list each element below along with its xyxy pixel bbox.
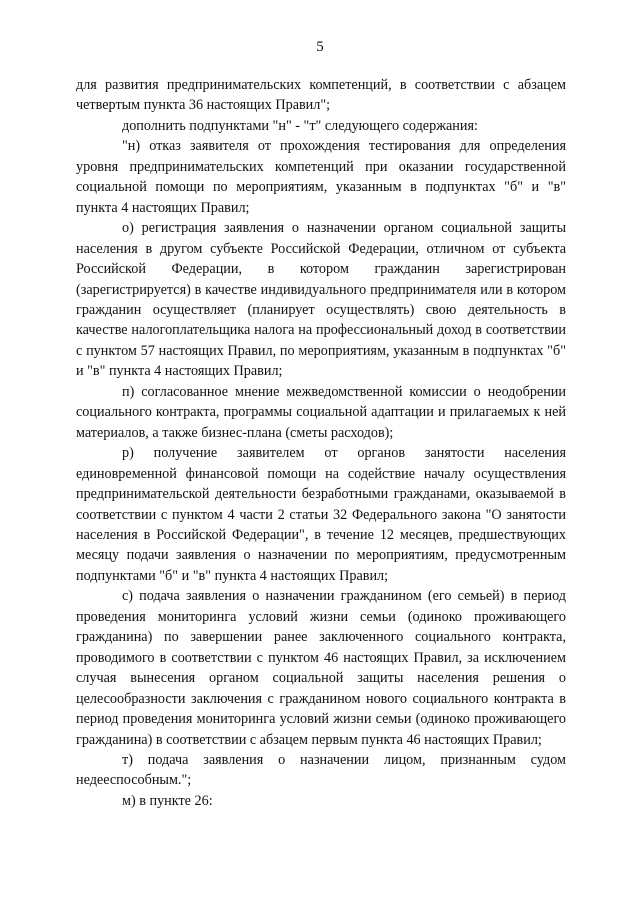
paragraph-subitem-r: р) получение заявителем от органов занятости населения единовременной финансовой помощи на содействие началу осуществления предпринимательской деятельности безработными гражданами, оказываемой в соответствии с пунктом 4 части 2 статьи 32 Федерального закона "О занятости населения в Российской Федерации", в течение 12 месяцев, предшествующих месяцу подачи заявления о назначении по мероприятиям, предусмотренным подпунктами "б" и "в" пункта 4 настоящих Правил; [76, 445, 566, 584]
paragraph-item-m: м) в пункте 26: [122, 792, 213, 809]
paragraph-subitem-o: о) регистрация заявления о назначении органом социальной защиты населения в другом субъекте Российской Федерации, отличном от субъекта Российской Федерации, в котором гражданин зарегистрирован (зарегистрируется) в качестве индивидуального предпринимателя или в котором гражданин осуществляет (планирует осуществлять) свою деятельность в качестве налогоплательщика налога на профессиональный доход в соответствии с пунктом 57 настоящих Правил, по мероприятиям, указанным в подпунктах "б" и "в" пункта 4 настоящих Правил; [76, 220, 566, 380]
paragraph-amendment-intro: дополнить подпунктами "н" - "т" следующего содержания: [122, 117, 478, 134]
paragraph-subitem-p: п) согласованное мнение межведомственной комиссии о неодобрении социального контракта, программы социальной адаптации и прилагаемых к ней материалов, а также бизнес-плана (сметы расходов); [76, 383, 566, 441]
paragraph-subitem-n: "н) отказ заявителя от прохождения тестирования для определения уровня предпринимательских компетенций при оказании государственной социальной помощи по мероприятиям, указанным в подпунктах "б" и "в" пункта 4 настоящих Правил; [76, 138, 566, 216]
paragraph-subitem-t: т) подача заявления о назначении лицом, признанным судом недееспособным."; [76, 751, 566, 789]
document-body [76, 75, 566, 811]
page-number: 5 [316, 39, 324, 55]
paragraph-continuation: для развития предпринимательских компетенций, в соответствии с абзацем четвертым пункта 36 настоящих Правил"; [76, 77, 566, 114]
paragraph-subitem-s: с) подача заявления о назначении гражданином (его семьей) в период проведения мониторинга условий жизни семьи (одиноко проживающего гражданина) по завершении ранее заключенного социального контракта, проводимого в соответствии с пунктом 46 настоящих Правил, за исключением случая вынесения органом социальной защиты населения решения о целесообразности заключения с гражданином нового социального контракта в период проведения мониторинга условий жизни семьи (одиноко проживающего гражданина) в соответствии с абзацем первым пункта 46 настоящих Правил; [76, 588, 566, 748]
